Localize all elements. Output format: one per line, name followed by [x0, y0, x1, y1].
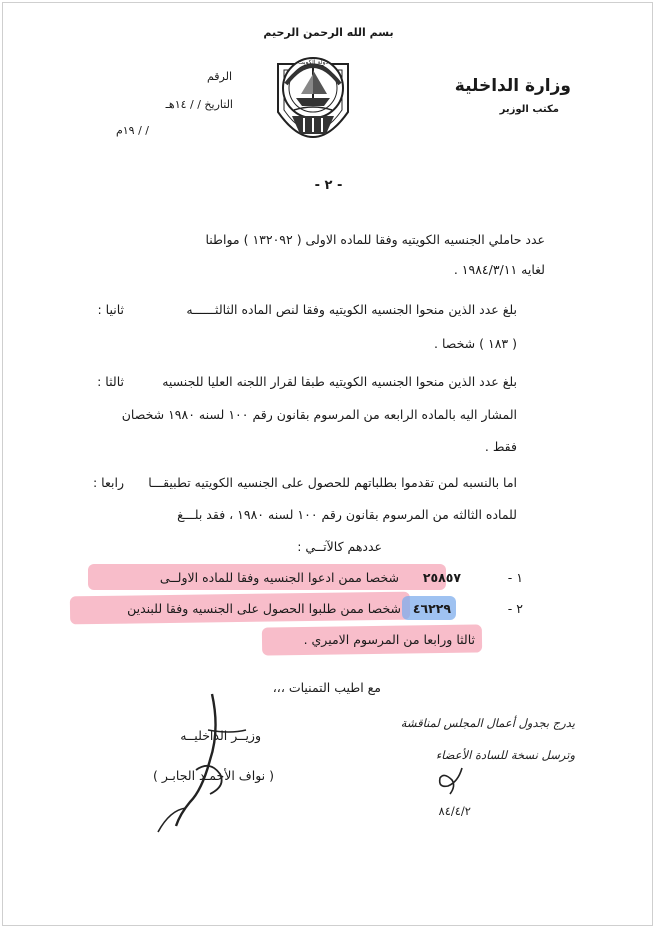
item-1-number: ١ -	[507, 570, 523, 585]
handwritten-signature-icon	[150, 690, 270, 840]
handnote-line-2: وترسل نسخة للسادة الأعضاء	[435, 748, 575, 762]
second-label: ثانيا :	[97, 302, 124, 317]
closing-greeting: مع اطيب التمنيات ،،،	[272, 680, 381, 695]
date-gregorian: / / ١٩م	[115, 124, 149, 137]
date-hijri: التاريخ / / ١٤هـ	[165, 98, 233, 111]
item-2-number: ٢ -	[507, 601, 523, 616]
paragraph-second-line-2: ( ١٨٣ ) شخصا .	[434, 336, 517, 351]
paragraph-first-line-2: لغايه ١٩٨٤/٣/١١ .	[453, 262, 545, 277]
item-2-value: ٤٦٢٢٩	[412, 601, 451, 616]
handnote-line-1: يدرج بجدول أعمال المجلس لمناقشة	[400, 716, 575, 730]
handnote-date: ٨٤/٤/٢	[438, 804, 471, 818]
ministry-name: وزارة الداخلية	[454, 76, 571, 96]
signatory-title: وزيــر الداخليــه	[180, 728, 261, 743]
kuwait-emblem-icon	[266, 44, 360, 162]
office-name: مكتب الوزير	[499, 104, 559, 115]
item-2-text: شخصا ممن طلبوا الحصول على الجنسيه وفقا للبندين	[127, 601, 401, 616]
paragraph-third-line-3: فقط .	[484, 439, 517, 454]
basmala: بسم الله الرحمن الرحيم	[263, 26, 394, 39]
item-1-text: شخصا ممن ادعوا الجنسيه وفقا للماده الاولــى	[159, 570, 399, 585]
seal-caption: دولة الكويت	[298, 59, 328, 66]
handnote-initials-icon	[430, 762, 470, 798]
paragraph-third-line-1: بلغ عدد الذين منحوا الجنسيه الكويتيه طبقا لقرار اللجنه العليا للجنسيه	[162, 374, 517, 389]
paragraph-fourth-line-1: اما بالنسبه لمن تقدموا بطلباتهم للحصول على الجنسيه الكويتيه تطبيقـــا	[148, 475, 517, 490]
item-2-text-continued: ثالثا ورابعا من المرسوم الاميري .	[303, 632, 475, 647]
paragraph-fourth-line-2: للماده الثالثه من المرسوم بقانون رقم ١٠٠ لسنه ١٩٨٠ ، فقد بلـــغ	[177, 507, 517, 522]
paragraph-first-line-1: عدد حاملي الجنسيه الكويتيه وفقا للماده الاولى ( ١٣٢٠٩٢ ) مواطنا	[205, 232, 545, 247]
signatory-name: ( نواف الأحمـد الجابـر )	[153, 768, 274, 783]
page-number: - ٢ -	[314, 178, 343, 193]
paragraph-third-line-2: المشار اليه بالماده الرابعه من المرسوم بقانون رقم ١٠٠ لسنه ١٩٨٠ شخصان	[121, 407, 517, 422]
paragraph-fourth-line-3: عددهم كالآتــي :	[297, 539, 382, 554]
third-label: ثالثا :	[97, 374, 124, 389]
fourth-label: رابعا :	[92, 475, 124, 490]
item-1-value: ٢٥٨٥٧	[422, 570, 461, 585]
reference-label: الرقم	[206, 70, 232, 83]
paragraph-second-line-1: بلغ عدد الذين منحوا الجنسيه الكويتيه وفقا لنص الماده الثالثــــــه	[186, 302, 517, 317]
